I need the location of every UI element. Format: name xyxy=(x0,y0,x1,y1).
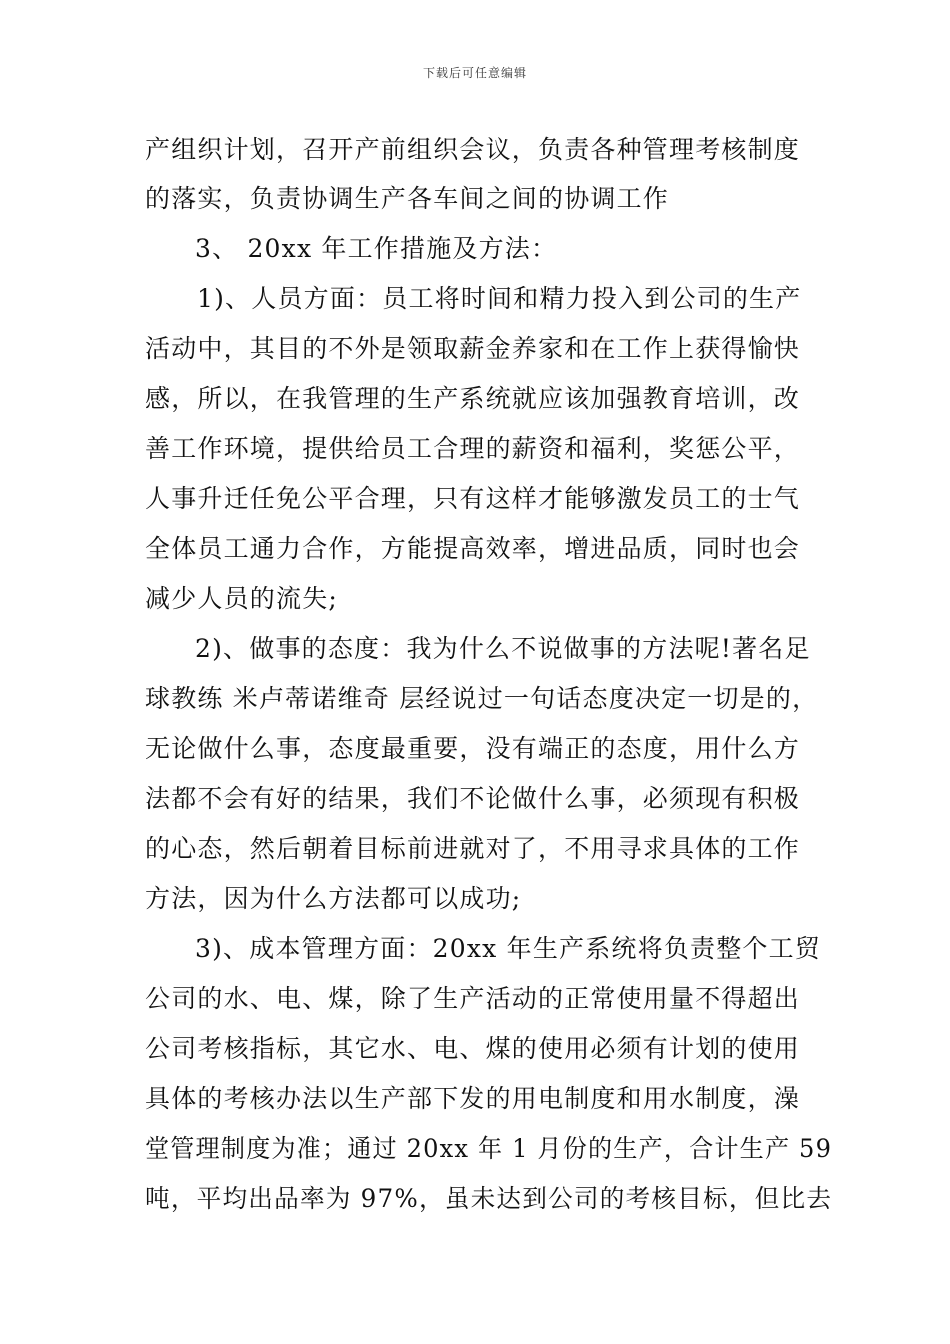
body-line: 1)、人员方面：员工将时间和精力投入到公司的生产 xyxy=(197,284,802,313)
section-heading: 3、 20xx 年工作措施及方法： xyxy=(195,234,558,263)
body-line: 感，所以，在我管理的生产系统就应该加强教育培训，改 xyxy=(145,384,801,413)
body-line: 法都不会有好的结果，我们不论做什么事，必须现有积极 xyxy=(145,784,801,813)
body-line: 公司的水、电、煤，除了生产活动的正常使用量不得超出 xyxy=(145,984,801,1013)
body-line: 的心态，然后朝着目标前进就对了，不用寻求具体的工作 xyxy=(145,834,801,863)
body-line: 3)、成本管理方面：20xx 年生产系统将负责整个工贸 xyxy=(195,934,822,963)
body-line: 公司考核指标，其它水、电、煤的使用必须有计划的使用 xyxy=(145,1034,801,1063)
body-line: 活动中，其目的不外是领取薪金养家和在工作上获得愉快 xyxy=(145,334,801,363)
body-line: 具体的考核办法以生产部下发的用电制度和用水制度，澡 xyxy=(145,1084,801,1113)
body-line: 全体员工通力合作，方能提高效率，增进品质，同时也会 xyxy=(145,534,801,563)
body-line: 人事升迁任免公平合理，只有这样才能够激发员工的士气 xyxy=(145,484,801,513)
body-line: 产组织计划，召开产前组织会议，负责各种管理考核制度 xyxy=(145,135,801,164)
body-line: 减少人员的流失; xyxy=(145,584,339,613)
body-line: 善工作环境，提供给员工合理的薪资和福利，奖惩公平， xyxy=(145,434,801,463)
body-line: 2)、做事的态度：我为什么不说做事的方法呢!著名足 xyxy=(195,634,811,663)
body-line: 吨，平均出品率为 97%，虽未达到公司的考核目标，但比去 xyxy=(145,1184,833,1213)
body-line: 无论做什么事，态度最重要，没有端正的态度，用什么方 xyxy=(145,734,801,763)
body-line: 球教练 米卢蒂诺维奇 层经说过一句话态度决定一切是的， xyxy=(145,684,819,713)
body-line: 的落实，负责协调生产各车间之间的协调工作 xyxy=(145,184,670,213)
page-header: 下载后可任意编辑 xyxy=(422,66,527,80)
body-line: 方法，因为什么方法都可以成功; xyxy=(145,884,522,913)
body-line: 堂管理制度为准；通过 20xx 年 1 月份的生产，合计生产 59 xyxy=(145,1134,833,1163)
